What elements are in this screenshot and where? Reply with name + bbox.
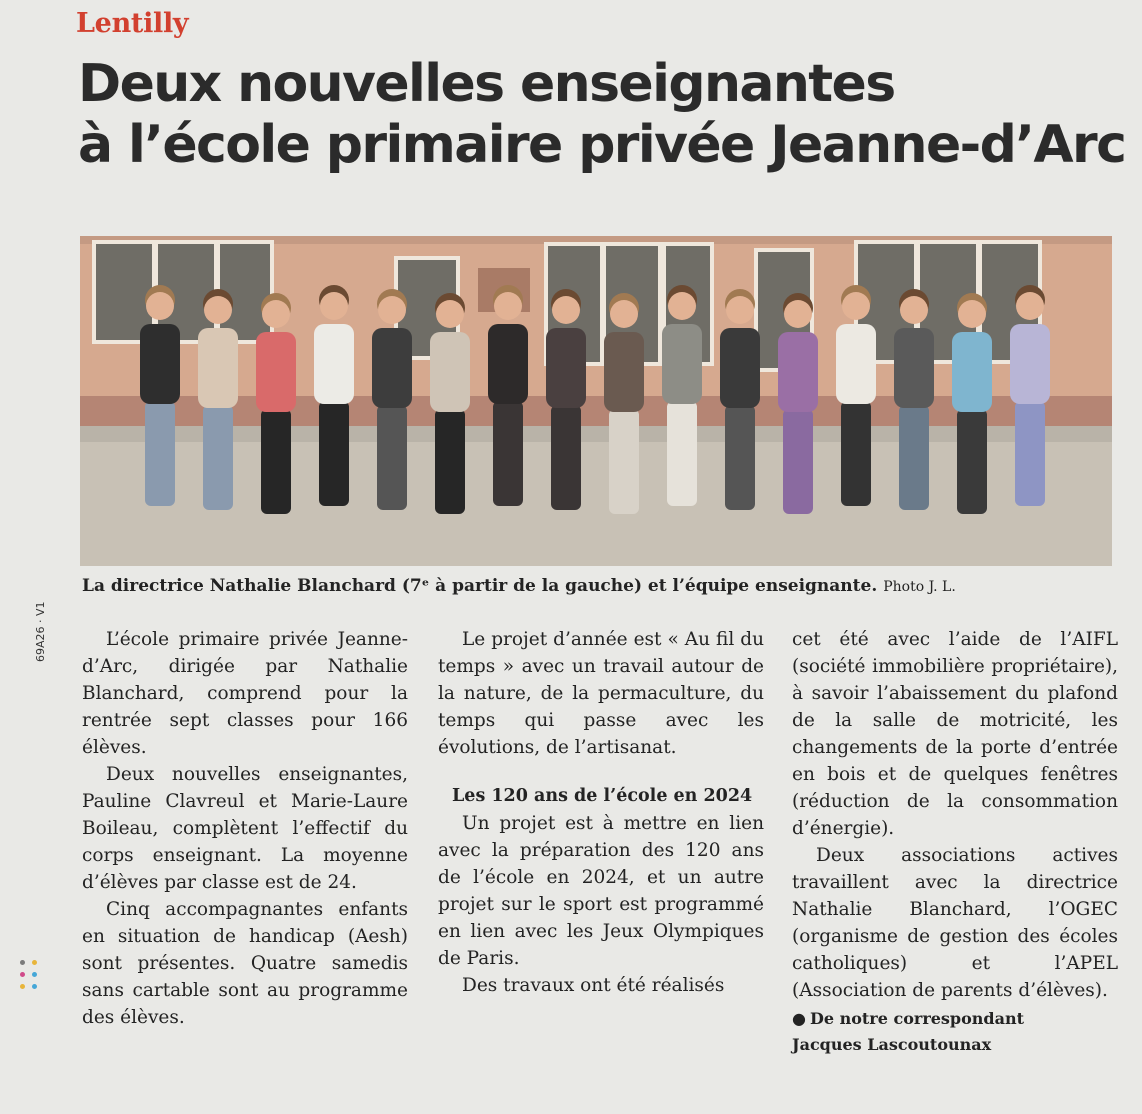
article-column-1: [82, 626, 408, 1031]
margin-code: 69A26 · V1: [34, 601, 47, 662]
color-registration-dots-icon: [20, 960, 50, 1000]
headline-line-1: Deux nouvelles enseignantes: [78, 54, 895, 114]
headline: [78, 54, 1128, 176]
photo-credit: Photo J. L.: [883, 579, 956, 595]
paragraph: Deux associations actives travaillent avec la directrice Nathalie Blanchard, l’OGEC (organisme de gestion des écoles catholiques) et l’APEL (Association de parents d’élèves).: [792, 845, 1118, 1001]
paragraph: Un projet est à mettre en lien avec la préparation des 120 ans de l’école en 2024, et un autre projet sur le sport est programmé en lien avec les Jeux Olympiques de Paris.: [438, 813, 764, 969]
signature-author: Jacques Lascoutounax: [792, 1035, 992, 1054]
subheading: Les 120 ans de l’école en 2024: [452, 786, 753, 806]
paragraph: Le projet d’année est « Au fil du temps » avec un travail autour de la nature, de la permaculture, du temps qui passe avec les évolutions, de l’artisanat.: [438, 629, 764, 758]
paragraph: Des travaux ont été réalisés: [462, 975, 725, 996]
paragraph: L’école primaire privée Jeanne-d’Arc, dirigée par Nathalie Blanchard, comprend pour la rentrée sept classes pour 166 élèves.: [82, 629, 408, 758]
article-column-3: [792, 626, 1118, 1058]
article-column-2: [438, 626, 764, 999]
paragraph: Cinq accompagnantes enfants en situation de handicap (Aesh) sont présentes. Quatre samedis sans cartable sont au programme des élèves.: [82, 899, 408, 1028]
signature-line-1: De notre correspondant: [809, 1009, 1024, 1028]
group-photo-illustration: [80, 236, 1112, 566]
caption-text: La directrice Nathalie Blanchard (7ᵉ à partir de la gauche) et l’équipe enseignante.: [82, 576, 878, 596]
bullet-icon: ●: [792, 1009, 806, 1028]
photo-caption: [82, 576, 1122, 596]
paragraph: cet été avec l’aide de l’AIFL (société immobilière propriétaire), à savoir l’abaissement du plafond de la salle de motricité, les changements de la porte d’entrée en bois et de quelques fenêtres (réduction de la consommation d’énergie).: [792, 629, 1118, 839]
group-photo: [80, 236, 1112, 566]
paragraph: Deux nouvelles enseignantes, Pauline Clavreul et Marie-Laure Boileau, complètent l’effectif du corps enseignant. La moyenne d’élèves par classe est de 24.: [82, 764, 408, 893]
headline-line-2: à l’école primaire privée Jeanne-d’Arc: [78, 115, 1126, 175]
signature: [792, 1006, 1118, 1032]
section-rubric: Lentilly: [76, 8, 189, 39]
